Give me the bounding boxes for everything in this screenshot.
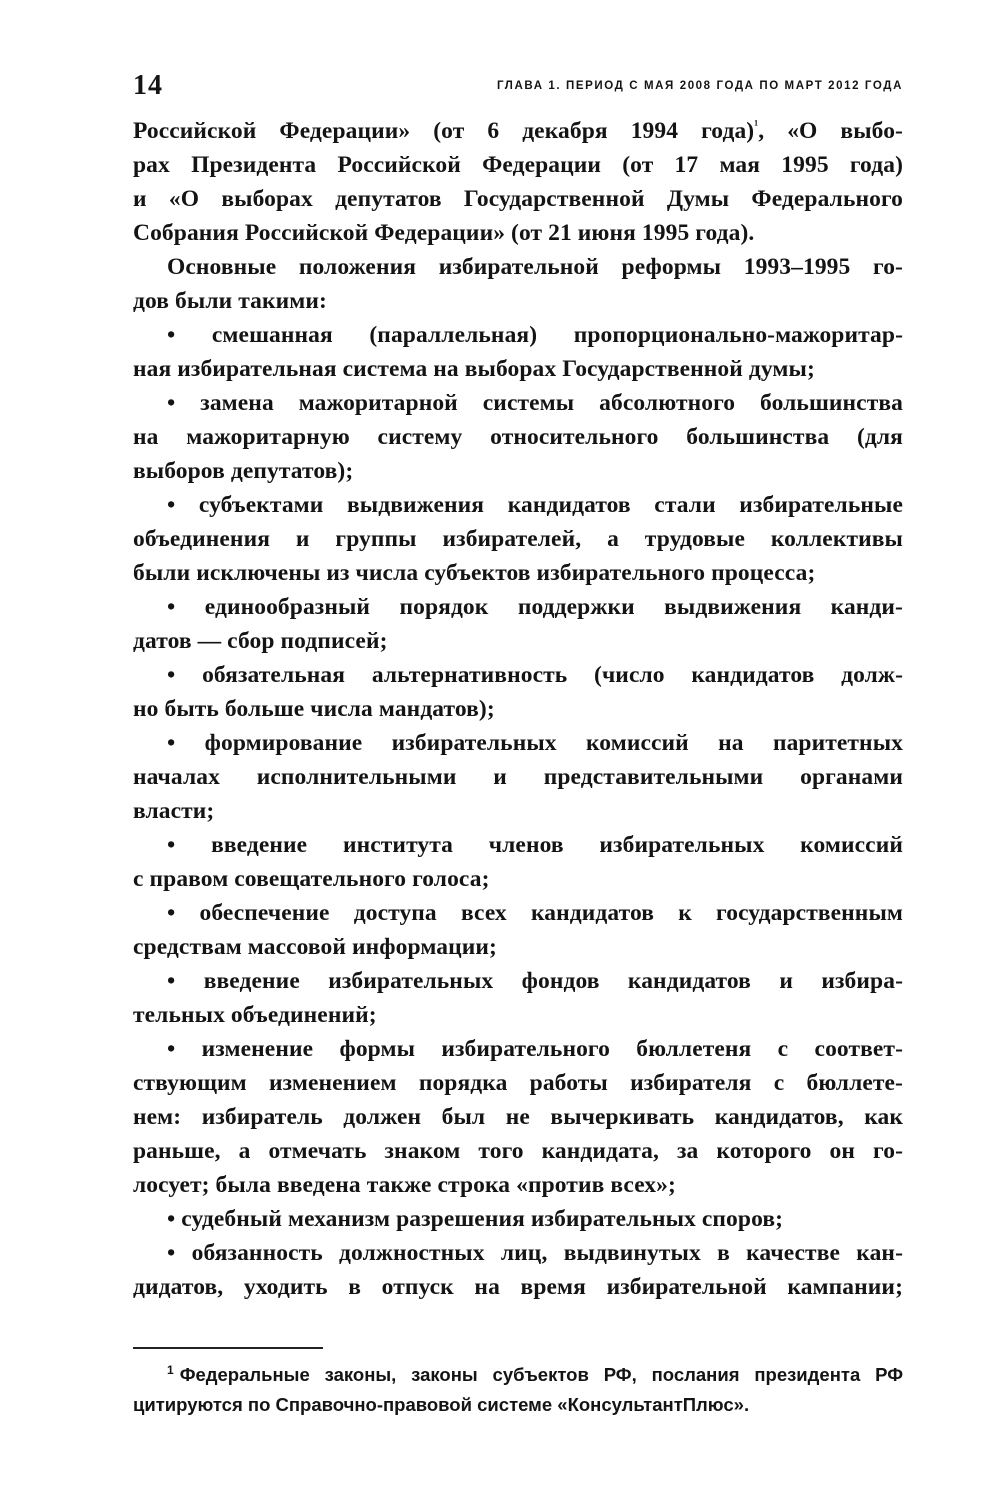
- text-line: но быть больше числа мандатов);: [133, 696, 495, 722]
- bullet-line: • введение института членов избирательных комиссий: [167, 832, 903, 858]
- text-line: Основные положения избирательной реформы 1993–1995 го-: [167, 254, 903, 280]
- text-line: ствующим изменением порядка работы избирателя с бюллете-: [133, 1070, 903, 1096]
- footnote-divider: [133, 1347, 323, 1349]
- bullet-line: • формирование избирательных комиссий на паритетных: [167, 730, 903, 756]
- bullet-line: • обеспечение доступа всех кандидатов к государственным: [167, 900, 903, 926]
- running-head: ГЛАВА 1. ПЕРИОД С МАЯ 2008 ГОДА ПО МАРТ 2012 ГОДА: [496, 80, 903, 92]
- text-line: и «О выборах депутатов Государственной Думы Федерального: [133, 186, 903, 212]
- page-number: 14: [133, 70, 163, 101]
- footnote-ref: ¹: [754, 117, 759, 133]
- text-line: выборов депутатов);: [133, 458, 354, 484]
- text-line: Собрания Российской Федерации» (от 21 июня 1995 года).: [133, 220, 755, 246]
- bullet-line: • введение избирательных фондов кандидатов и избира-: [167, 968, 903, 994]
- text-line: власти;: [133, 798, 215, 824]
- text-line: Российской Федерации» (от 6 декабря 1994 года)$^{^1}$, «О выбо-: [133, 117, 903, 144]
- text-line: началах исполнительными и представительными органами: [133, 764, 903, 790]
- footnote: [133, 1360, 903, 1420]
- text-line: объединения и группы избирателей, а трудовые коллективы: [133, 526, 903, 552]
- text-line: с правом совещательного голоса;: [133, 866, 490, 892]
- bullet-line: • изменение формы избирательного бюллетеня с соответ-: [167, 1036, 903, 1062]
- text-line: дов были такими:: [133, 288, 327, 314]
- text-line: ная избирательная система на выборах Государственной думы;: [133, 356, 815, 382]
- text-line: тельных объединений;: [133, 1002, 377, 1028]
- bullet-line: • субъектами выдвижения кандидатов стали избирательные: [167, 492, 903, 518]
- footnote-mark: 1: [167, 1362, 174, 1377]
- bullet-line: • обязательная альтернативность (число кандидатов долж-: [167, 662, 903, 688]
- text-line: датов — сбор подписей;: [133, 628, 388, 654]
- body-text: [133, 114, 903, 1304]
- text-line: рах Президента Российской Федерации (от 17 мая 1995 года): [133, 152, 903, 178]
- text-line: были исключены из числа субъектов избирательного процесса;: [133, 560, 816, 586]
- page-header: [133, 70, 903, 110]
- footnote-line: $^1$ Федеральные законы, законы субъектов РФ, послания президента РФ: [167, 1362, 903, 1385]
- bullet-line: • обязанность должностных лиц, выдвинутых в качестве кан-: [167, 1240, 903, 1266]
- text-line: на мажоритарную систему относительного большинства (для: [133, 424, 903, 450]
- text-line: раньше, а отмечать знаком того кандидата, за которого он го-: [133, 1138, 903, 1164]
- text-line: средствам массовой информации;: [133, 934, 497, 960]
- bullet-line: • замена мажоритарной системы абсолютного большинства: [167, 390, 903, 416]
- bullet-line: • судебный механизм разрешения избирательных споров;: [167, 1206, 784, 1232]
- bullet-line: • смешанная (параллельная) пропорционально-мажоритар-: [167, 322, 903, 348]
- bullet-line: • единообразный порядок поддержки выдвижения канди-: [167, 594, 903, 620]
- text-line: нем: избиратель должен был не вычеркивать кандидатов, как: [133, 1104, 903, 1130]
- text-line: лосует; была введена также строка «против всех»;: [133, 1172, 676, 1198]
- footnote-line: цитируются по Справочно-правовой системе «КонсультантПлюс».: [133, 1394, 750, 1415]
- text-line: дидатов, уходить в отпуск на время избирательной кампании;: [133, 1274, 903, 1300]
